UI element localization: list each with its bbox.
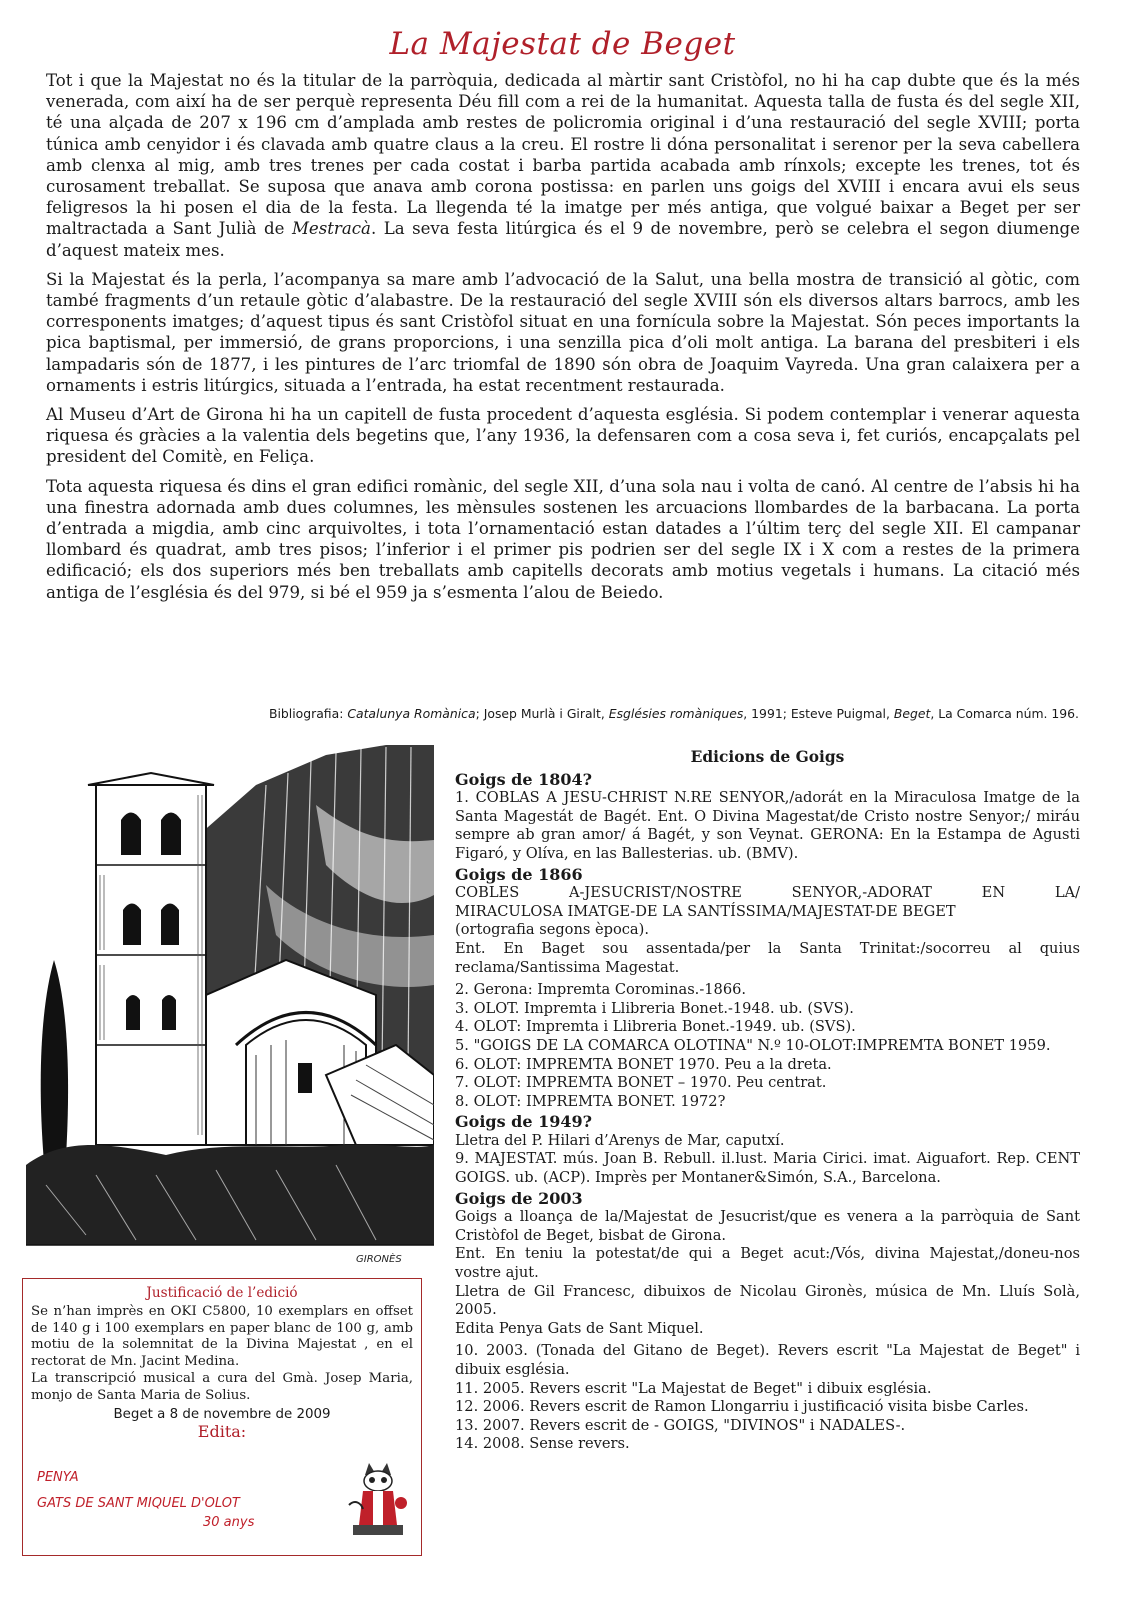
- edition-10: 10. 2003. (Tonada del Gitano de Beget). Revers escrit "La Majestat de Beget" i dibuix església.: [455, 1342, 1080, 1378]
- bibliography-source-3: Beget: [893, 706, 931, 721]
- edition-4: 4. OLOT: Impremta i Llibreria Bonet.-1949. ub. (SVS).: [455, 1018, 856, 1036]
- edition-14: 14. 2008. Sense revers.: [455, 1435, 630, 1453]
- edition-1949-lyrics: Lletra del P. Hilari d’Arenys de Mar, caputxí.: [455, 1131, 785, 1149]
- publisher-name: [37, 1465, 240, 1517]
- paragraph-3: Al Museu d’Art de Girona hi ha un capitell de fusta procedent d’aquesta església. Si podem contemplar i venerar aquesta riquesa és gràcies a la valentia dels begetins que, l’any 1936, la defensaren com a cosa seva i, fet curiós, encapçalats pel president del Comitè, en Feliça.: [46, 405, 1080, 467]
- edition-1866-entrance: Ent. En Baget sou assentada/per la Santa Trinitat:/socorreu al quius reclama/Santissima Magestat.: [455, 939, 1080, 976]
- edition-2: 2. Gerona: Impremta Corominas.-1866.: [455, 981, 747, 999]
- bibliography: [45, 706, 1079, 722]
- church-drawing: [26, 745, 434, 1273]
- editions-column: [455, 748, 1080, 1454]
- page-title: La Majestat de Beget: [389, 26, 736, 62]
- paragraph-4: Tota aquesta riquesa és dins el gran edifici romànic, del segle XII, d’una sola nau i volta de canó. Al centre de l’absis hi ha una finestra adornada amb dues columnes, les mènsules sostenen les arcuacions llombardes de la barbacana. La porta d’entrada a migdia, amb cinc arquivoltes, i tota l’ornamentació estan datades a l’últim terç del segle XII. El campanar llombard és quadrat, amb tres pisos; l’inferior i el primer pis podrien ser del segle IX i X com a restes de la primera edificació; els dos superiors més ben treballats amb capitells decorats amb motius vegetals i humans. La citació més antiga de l’església és del 979, si bé el 959 ja s’esmenta l’alou de Beiedo.: [46, 476, 1080, 602]
- paragraph-2: Si la Majestat és la perla, l’acompanya sa mare amb l’advocació de la Salut, una bella mostra de transició al gòtic, com també fragments d’un retaule gòtic d’alabastre. De la restauració del segle XVIII són els diversos altars barrocs, amb les corresponents imatges; d’aquest tipus és sant Cristòfol situat en una fornícula sobre la Majestat. Són peces importants la pica baptismal, per immersió, de grans proporcions, i una senzilla pica d’oli molt antiga. La barana del presbiteri i els lampadaris són de 1877, i les pintures de l’arc triomfal de 1890 són obra de Joaquim Vayreda. Una gran calaixera per a ornaments i estris litúrgics, situada a l’entrada, ha estat recentment restaurada.: [46, 269, 1080, 395]
- edition-9: 9. MAJESTAT. mús. Joan B. Rebull. il.lust. Maria Cirici. imat. Aiguafort. Rep. CENT GOIGS. ub. (ACP). Imprès per Montaner&Simón, S.A., Barcelona.: [455, 1150, 1080, 1187]
- edition-6: 6. OLOT: IMPREMTA BONET 1970. Peu a la dreta.: [455, 1055, 832, 1073]
- edition-1866-caps-line-1: COBLES A-JESUCRIST/NOSTRE SENYOR,-ADORAT EN LA/: [455, 884, 1080, 902]
- cat-logo-icon: [345, 1455, 411, 1541]
- bibliography-source-1: Catalunya Romànica: [347, 706, 476, 721]
- edition-2003-intro: Goigs a lloança de la/Majestat de Jesucrist/que es venera a la parròquia de Sant Cristòfol de Beget, bisbat de Girona.: [455, 1208, 1080, 1244]
- edition-2003-publisher: Edita Penya Gats de Sant Miquel.: [455, 1319, 704, 1337]
- bibliography-sep-2: , 1991; Esteve Puigmal,: [743, 706, 894, 721]
- edition-1866-note: (ortografia segons època).: [455, 921, 649, 939]
- section-1804-title: Goigs de 1804?: [455, 769, 593, 789]
- paragraph-1-text: Tot i que la Majestat no és la titular de la parròquia, dedicada al màrtir sant Cristòfol, no hi ha cap dubte que és la més venerada, com així ha de ser perquè representa Déu fill com a rei de la humanitat. Aquesta talla de fusta és del segle XII, té una alçada de 207 x 196 cm d’amplada amb restes de policromia original i d’una restauració del segle XVIII; porta túnica amb cenyidor i és clavada amb quatre claus a la creu. El rostre li dóna personalitat i serenor per la seva cabellera amb clenxa al mig, amb tres trenes per cada costat i barba partida acabada amb rínxols; excepte les trenes, tot és curosament treballat. Se suposa que anava amb corona postissa: en parlen uns goigs del XVIII i encara avui els seus feligresos la hi posen el dia de la festa. La llegenda té la imatge per més antiga, que volgué baixar a Beget per ser maltractada a Sant Julià de: [46, 71, 1080, 239]
- editions-heading: Edicions de Goigs: [690, 748, 845, 766]
- edition-justification-box: [22, 1278, 422, 1556]
- edition-3: 3. OLOT. Impremta i Llibreria Bonet.-1948. ub. (SVS).: [455, 999, 854, 1017]
- bibliography-label: Bibliografia:: [268, 706, 348, 721]
- edition-13: 13. 2007. Revers escrit de - GOIGS, "DIVINOS" i NADALES-.: [455, 1416, 906, 1434]
- paragraph-1-tail: . La seva festa litúrgica és el 9 de novembre, però se celebra el segon diumenge d’aquest mateix mes.: [46, 219, 1080, 260]
- justification-date: Beget a 8 de novembre de 2009: [113, 1406, 331, 1422]
- bibliography-tail: , La Comarca núm. 196.: [930, 706, 1079, 721]
- justification-text: Se n’han imprès en OKI C5800, 10 exemplars en offset de 140 g i 100 exemplars en paper blanc de 100 g, amb motiu de la solemnitat de la Divina Majestat , en el rectorat de Mn. Jacint Medina.: [31, 1303, 413, 1370]
- main-text: [46, 70, 1080, 611]
- edition-1: 1. COBLAS A JESU-CHRIST N.RE SENYOR,/adorát en la Miraculosa Imatge de la Santa Magestát de Bagét. Ent. O Divina Magestat/de Cristo nostre Senyor;/ miráu sempre ab gran amor/ á Bagét, y son Veynat. GERONA: En la Estampa de Agusti Figaró, y Olíva, en las Ballesterias. ub. (BMV).: [455, 789, 1080, 862]
- edition-11: 11. 2005. Revers escrit "La Majestat de Beget" i dibuix església.: [455, 1379, 932, 1397]
- edition-12: 12. 2006. Revers escrit de Ramon Llongarriu i justificació visita bisbe Carles.: [455, 1398, 1029, 1416]
- justification-music: La transcripció musical a cura del Gmà. Josep Maria, monjo de Santa Maria de Solius.: [31, 1370, 413, 1403]
- bibliography-sep-1: ; Josep Murlà i Giralt,: [475, 706, 609, 721]
- edition-8: 8. OLOT: IMPREMTA BONET. 1972?: [455, 1092, 726, 1110]
- justification-title: Justificació de l’edició: [146, 1285, 298, 1301]
- bibliography-source-2: Esglésies romàniques: [608, 706, 744, 721]
- section-1866-title: Goigs de 1866: [455, 864, 583, 884]
- anniversary-label: 30 anys: [203, 1515, 255, 1530]
- publisher-line-2: GATS DE SANT MIQUEL D'OLOT: [37, 1496, 240, 1511]
- edition-5: 5. "GOIGS DE LA COMARCA OLOTINA" N.º 10-OLOT:IMPREMTA BONET 1959.: [455, 1036, 1051, 1054]
- section-1949-title: Goigs de 1949?: [455, 1112, 593, 1132]
- drawing-signature: GIRONÈS: [356, 1254, 402, 1265]
- edition-2003-entrance: Ent. En teniu la potestat/de qui a Beget acut:/Vós, divina Majestat,/doneu-nos vostre ajut.: [455, 1245, 1080, 1282]
- edition-7: 7. OLOT: IMPREMTA BONET – 1970. Peu centrat.: [455, 1074, 827, 1092]
- edition-1866-caps-line-2: MIRACULOSA IMATGE-DE LA SANTÍSSIMA/MAJESTAT-DE BEGET: [455, 902, 956, 920]
- section-2003-title: Goigs de 2003: [455, 1188, 583, 1208]
- paragraph-1: [46, 70, 1080, 261]
- justification-edita: Edita:: [197, 1422, 247, 1442]
- place-name-italic: Mestracà: [291, 219, 371, 239]
- edition-2003-credits: Lletra de Gil Francesc, dibuixos de Nicolau Gironès, música de Mn. Lluís Solà, 2005.: [455, 1282, 1080, 1319]
- publisher-line-1: PENYA: [37, 1470, 79, 1485]
